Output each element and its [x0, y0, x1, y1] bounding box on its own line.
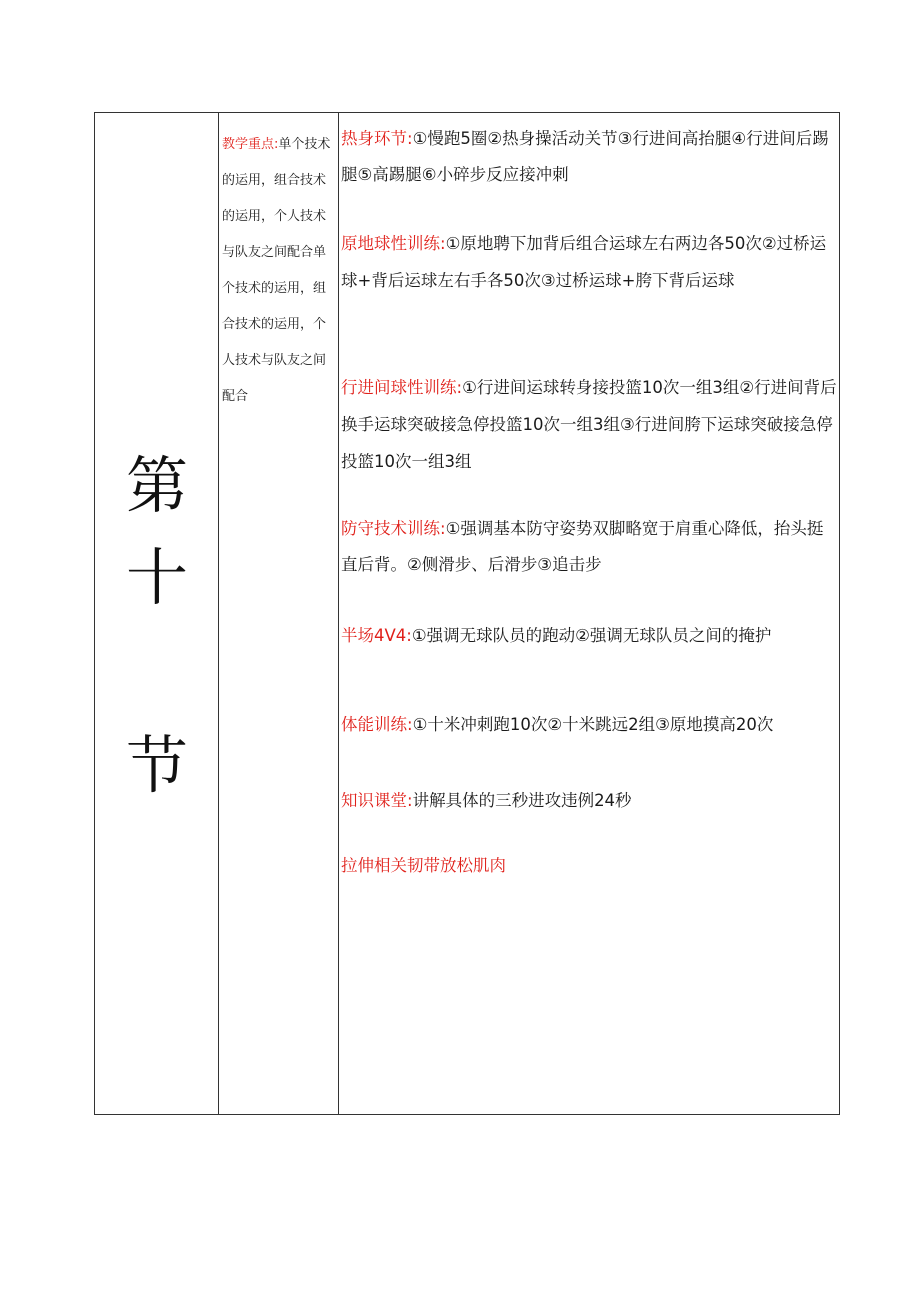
section-half-court-4v4 [341, 618, 839, 654]
teaching-focus-text: 单个技术的运用，组合技术的运用，个人技术与队友之间配合单个技术的运用，组合技术的运用，个人技术与队友之间配合 [222, 137, 331, 404]
lesson-title-char-3: 节 [125, 729, 188, 802]
section-text: ①行进间运球转身接投篮10次一组3组②行进间背后换手运球突破接急停投篮10次一组3组③行进间胯下运球突破接急停投篮10次一组3组 [341, 378, 837, 471]
lesson-title-char-1: 第 [125, 449, 188, 522]
section-label: 行进间球性训练: [341, 378, 463, 397]
section-text: ①十米冲刺跑10次②十米跳远2组③原地摸高20次 [412, 715, 774, 734]
lesson-title-cell [95, 113, 219, 1114]
section-fitness-training [341, 713, 839, 737]
section-text: ①强调基本防守姿势双脚略宽于肩重心降低，抬头挺直后背。②侧滑步、后滑步③追击步 [341, 519, 824, 574]
section-text: 讲解具体的三秒进攻违例24秒 [412, 791, 632, 810]
section-text: ①原地聘下加背后组合运球左右两边各50次②过桥运球+背后运球左右手各50次③过桥运球+胯下背后运球 [341, 234, 827, 290]
teaching-focus-cell [219, 113, 339, 1114]
section-warmup [341, 121, 839, 193]
section-stationary-ball-handling [341, 225, 839, 299]
lesson-plan-table [94, 112, 840, 1115]
section-label: 半场4V4: [341, 626, 412, 645]
teaching-focus [222, 127, 334, 415]
section-knowledge-class [341, 783, 839, 819]
section-moving-ball-handling [341, 369, 839, 480]
section-label: 原地球性训练: [341, 234, 446, 253]
section-stretching [341, 848, 839, 884]
section-text: ①慢跑5圈②热身操活动关节③行进间高抬腿④行进间后踢腿⑤高踢腿⑥小碎步反应接冲刺 [341, 129, 829, 184]
lesson-title-char-2: 十 [125, 541, 188, 614]
section-text: ①强调无球队员的跑动②强调无球队员之间的掩护 [411, 626, 772, 645]
section-label: 拉伸相关韧带放松肌肉 [341, 856, 506, 875]
lesson-content-cell [339, 113, 839, 1114]
section-label: 体能训练: [341, 715, 413, 734]
section-label: 防守技术训练: [341, 519, 446, 538]
section-label: 热身环节: [341, 129, 413, 148]
teaching-focus-label: 教学重点: [222, 137, 279, 152]
section-label: 知识课堂: [341, 791, 413, 810]
section-defense-technique [341, 511, 839, 583]
